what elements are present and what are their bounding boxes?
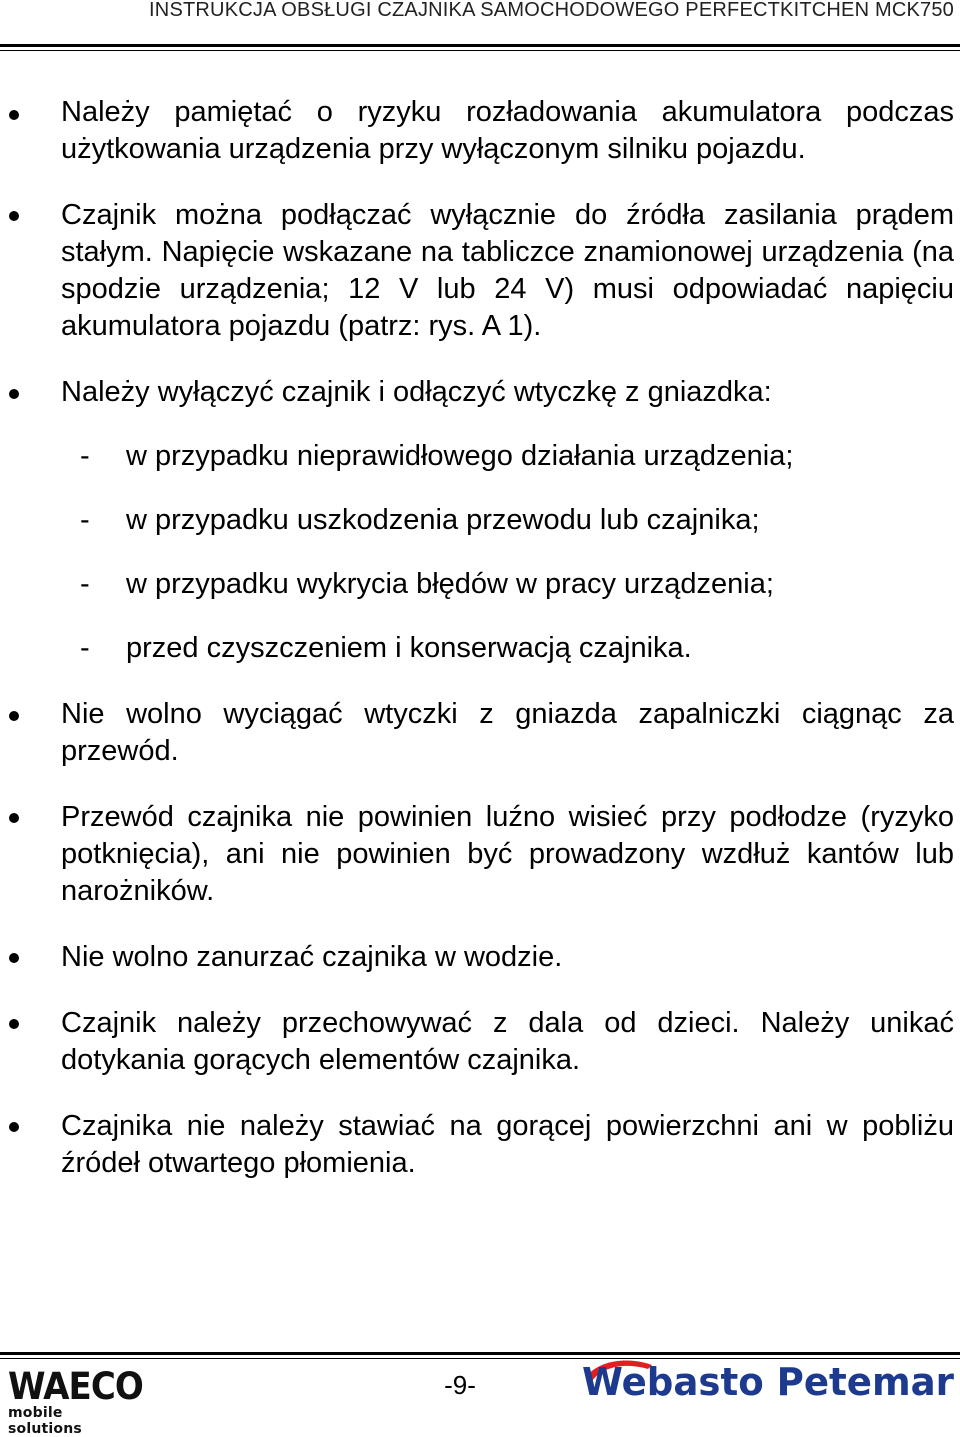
dash-marker: - <box>80 632 90 664</box>
waeco-logo-word: WAECO <box>8 1365 143 1408</box>
bullet-icon <box>9 389 19 399</box>
bullet-item: Nie wolno wyciągać wtyczki z gniazda zapalniczki ciągnąc za przewód. <box>61 698 954 767</box>
dash-marker: - <box>80 568 90 600</box>
page-number: -9- <box>444 1370 476 1400</box>
dash-marker: - <box>80 440 90 472</box>
bullet-item: Czajnik należy przechowywać z dala od dzieci. Należy unikać dotykania gorących elementów czajnika. <box>61 1007 954 1076</box>
webasto-logo-word: Webasto Petemar <box>582 1360 955 1404</box>
sub-list-text: w przypadku uszkodzenia przewodu lub czajnika; <box>126 504 760 536</box>
sub-list-text: w przypadku wykrycia błędów w pracy urządzenia; <box>126 568 774 600</box>
bullet-item: Nie wolno zanurzać czajnika w wodzie. <box>61 941 563 973</box>
waeco-logo-tagline: mobile solutions <box>8 1405 82 1437</box>
header-divider-thin <box>0 50 960 51</box>
bullet-item: Przewód czajnika nie powinien luźno wisieć przy podłodze (ryzyko potknięcia), ani nie powinien być prowadzony wzdłuż kantów lub narożników. <box>61 801 954 907</box>
bullet-icon <box>9 953 19 963</box>
header-divider <box>0 44 960 47</box>
bullet-icon <box>9 1122 19 1132</box>
bullet-icon <box>9 813 19 823</box>
bullet-item: Czajnik można podłączać wyłącznie do źródła zasilania prądem stałym. Napięcie wskazane na tabliczce znamionowej urządzenia (na spodzie urządzenia; 12 V lub 24 V) musi odpowiadać napięciu akumulatora pojazdu (patrz: rys. A 1). <box>61 199 954 342</box>
bullet-icon <box>9 711 19 721</box>
bullet-item: Należy pamiętać o ryzyku rozładowania akumulatora podczas użytkowania urządzenia przy wyłączonym silniku pojazdu. <box>61 96 954 165</box>
bullet-item: Należy wyłączyć czajnik i odłączyć wtyczkę z gniazdka: <box>61 376 772 408</box>
bullet-item: Czajnika nie należy stawiać na gorącej powierzchni ani w pobliżu źródeł otwartego płomienia. <box>61 1110 954 1179</box>
sub-list-text: przed czyszczeniem i konserwacją czajnika. <box>126 632 692 664</box>
bullet-icon <box>9 110 19 120</box>
webasto-petemar-logo <box>578 1355 958 1405</box>
document-header-title: INSTRUKCJA OBSŁUGI CZAJNIKA SAMOCHODOWEGO PERFECTKITCHEN MCK750 <box>149 0 954 21</box>
dash-marker: - <box>80 504 90 536</box>
bullet-icon <box>9 1019 19 1029</box>
sub-list-text: w przypadku nieprawidłowego działania urządzenia; <box>126 440 794 472</box>
bullet-icon <box>9 211 19 221</box>
